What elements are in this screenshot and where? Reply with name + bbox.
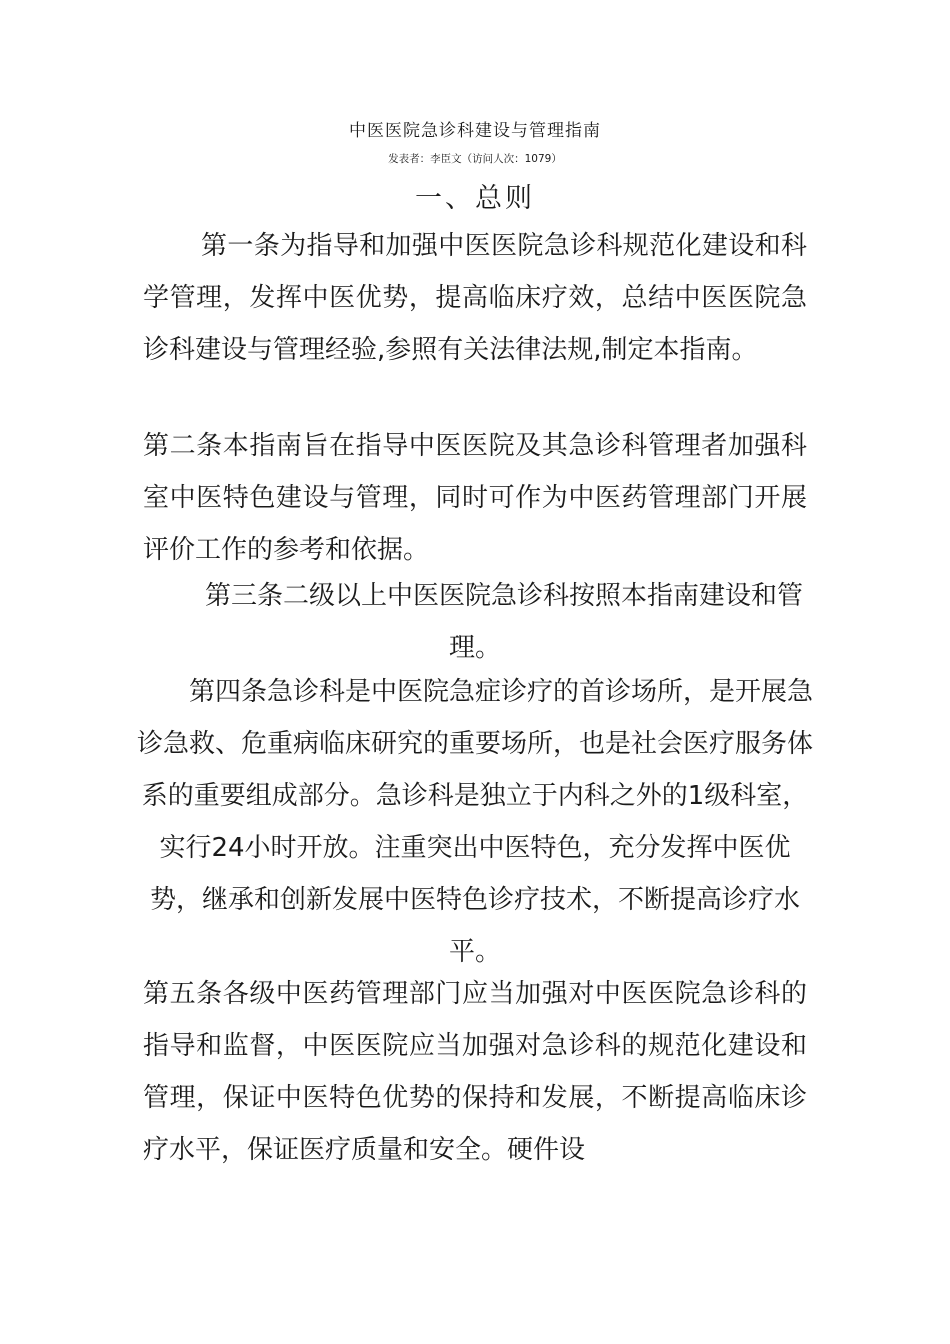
- author-info: 发表者：李臣文（访问人次：1079）: [388, 153, 562, 165]
- article-3-paragraph: 第三条二级以上中医医院急诊科按照本指南建设和管理。: [204, 581, 803, 663]
- article-4-paragraph: 第四条急诊科是中医院急症诊疗的首诊场所，是开展急诊急救、危重病临床研究的重要场所，也是社会医疗服务体系的重要组成部分。急诊科是独立于内科之外的1级科室，实行24小时开放。注重突出中医特色，充分发挥中医优势，继承和创新发展中医特色诊疗技术，不断提高诊疗水平。: [136, 677, 813, 967]
- document-title: 中医医院急诊科建设与管理指南: [349, 121, 601, 141]
- article-5-paragraph: 第五条各级中医药管理部门应当加强对中医医院急诊科的指导和监督，中医医院应当加强对急诊科的规范化建设和管理，保证中医特色优势的保持和发展，不断提高临床诊疗水平，保证医疗质量和安全。硬件设: [143, 979, 807, 1165]
- article-2-paragraph: 第二条本指南旨在指导中医医院及其急诊科管理者加强科室中医特色建设与管理，同时可作为中医药管理部门开展评价工作的参考和依据。: [143, 431, 807, 565]
- section-heading: 一、总则: [415, 183, 535, 214]
- article-1-paragraph: 第一条为指导和加强中医医院急诊科规范化建设和科学管理，发挥中医优势，提高临床疗效，总结中医医院急诊科建设与管理经验,参照有关法律法规,制定本指南。: [143, 231, 807, 365]
